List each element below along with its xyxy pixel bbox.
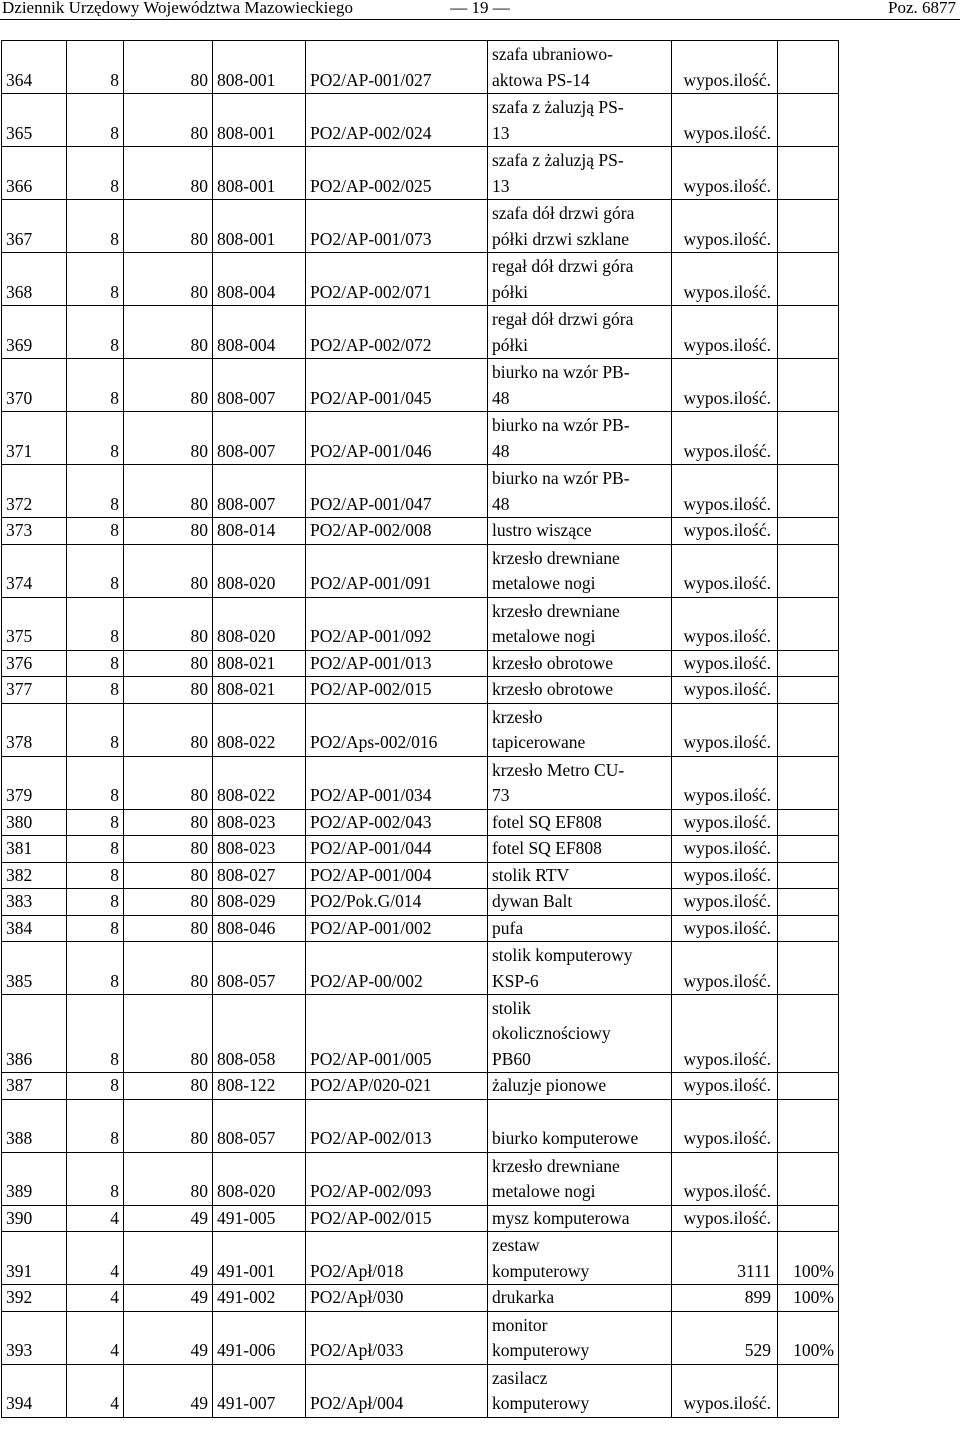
amortization-percent (778, 94, 839, 147)
amortization-percent (778, 253, 839, 306)
table-row (2, 862, 839, 889)
group-code: 8 (67, 889, 124, 916)
amortization-percent (778, 677, 839, 704)
group-code: 8 (67, 862, 124, 889)
kst-code: 808-004 (213, 253, 306, 306)
inventory-number: PO2/AP-001/044 (306, 836, 488, 863)
amortization-percent (778, 544, 839, 597)
value-cell: wypos.ilość. (672, 650, 778, 677)
table-row (2, 1285, 839, 1312)
table-row (2, 650, 839, 677)
item-name: szafa dół drzwi góra półki drzwi szklane (488, 200, 672, 253)
inventory-number: PO2/AP-001/004 (306, 862, 488, 889)
amortization-percent (778, 650, 839, 677)
row-number: 371 (2, 412, 67, 465)
inventory-number: PO2/AP-001/046 (306, 412, 488, 465)
subgroup-code: 80 (124, 1152, 213, 1205)
table-row (2, 544, 839, 597)
amortization-percent (778, 703, 839, 756)
table-row (2, 809, 839, 836)
group-code: 8 (67, 650, 124, 677)
kst-code: 808-122 (213, 1073, 306, 1100)
inventory-number: PO2/AP-002/025 (306, 147, 488, 200)
amortization-percent (778, 915, 839, 942)
group-code: 8 (67, 756, 124, 809)
inventory-number: PO2/AP-002/071 (306, 253, 488, 306)
amortization-percent (778, 465, 839, 518)
item-name: krzesło drewniane metalowe nogi (488, 597, 672, 650)
item-name: fotel SQ EF808 (488, 809, 672, 836)
inventory-number: PO2/AP-001/027 (306, 41, 488, 94)
amortization-percent (778, 147, 839, 200)
subgroup-code: 80 (124, 809, 213, 836)
subgroup-code: 80 (124, 147, 213, 200)
inventory-number: PO2/Apł/033 (306, 1311, 488, 1364)
row-number: 387 (2, 1073, 67, 1100)
group-code: 8 (67, 703, 124, 756)
kst-code: 808-001 (213, 94, 306, 147)
row-number: 388 (2, 1099, 67, 1152)
inventory-number: PO2/Pok.G/014 (306, 889, 488, 916)
amortization-percent (778, 1152, 839, 1205)
item-name: zasilacz komputerowy (488, 1364, 672, 1417)
inventory-number: PO2/Apł/004 (306, 1364, 488, 1417)
row-number: 384 (2, 915, 67, 942)
row-number: 366 (2, 147, 67, 200)
kst-code: 491-002 (213, 1285, 306, 1312)
item-name: krzesło drewniane metalowe nogi (488, 1152, 672, 1205)
table-row (2, 41, 839, 94)
table-row (2, 1205, 839, 1232)
group-code: 4 (67, 1285, 124, 1312)
item-name: mysz komputerowa (488, 1205, 672, 1232)
inventory-number: PO2/AP-002/043 (306, 809, 488, 836)
group-code: 8 (67, 306, 124, 359)
item-name: regał dół drzwi góra półki (488, 253, 672, 306)
row-number: 385 (2, 942, 67, 995)
amortization-percent (778, 836, 839, 863)
item-name: szafa z żaluzją PS- 13 (488, 94, 672, 147)
kst-code: 808-021 (213, 650, 306, 677)
kst-code: 491-005 (213, 1205, 306, 1232)
item-name: lustro wiszące (488, 518, 672, 545)
inventory-number: PO2/AP-001/047 (306, 465, 488, 518)
row-number: 392 (2, 1285, 67, 1312)
inventory-number: PO2/AP-002/072 (306, 306, 488, 359)
amortization-percent: 100% (778, 1285, 839, 1312)
row-number: 391 (2, 1232, 67, 1285)
inventory-number: PO2/AP-002/013 (306, 1099, 488, 1152)
inventory-number: PO2/AP-001/092 (306, 597, 488, 650)
row-number: 368 (2, 253, 67, 306)
table-row (2, 836, 839, 863)
subgroup-code: 80 (124, 677, 213, 704)
item-name: szafa ubraniowo- aktowa PS-14 (488, 41, 672, 94)
journal-title: Dziennik Urzędowy Województwa Mazowieckiego (2, 0, 353, 17)
inventory-number: PO2/Apł/018 (306, 1232, 488, 1285)
item-name: stolik okolicznościowy PB60 (488, 995, 672, 1073)
item-name: krzesło Metro CU- 73 (488, 756, 672, 809)
value-cell: wypos.ilość. (672, 889, 778, 916)
value-cell: wypos.ilość. (672, 306, 778, 359)
subgroup-code: 49 (124, 1285, 213, 1312)
row-number: 377 (2, 677, 67, 704)
group-code: 8 (67, 1152, 124, 1205)
page-number: — 19 — (450, 0, 510, 17)
row-number: 378 (2, 703, 67, 756)
row-number: 380 (2, 809, 67, 836)
table-row (2, 94, 839, 147)
item-name: szafa z żaluzją PS- 13 (488, 147, 672, 200)
group-code: 4 (67, 1232, 124, 1285)
amortization-percent (778, 41, 839, 94)
item-name: stolik RTV (488, 862, 672, 889)
kst-code: 491-006 (213, 1311, 306, 1364)
inventory-number: PO2/AP-001/013 (306, 650, 488, 677)
value-cell: wypos.ilość. (672, 942, 778, 995)
row-number: 390 (2, 1205, 67, 1232)
inventory-number: PO2/AP-001/045 (306, 359, 488, 412)
kst-code: 808-022 (213, 703, 306, 756)
amortization-percent (778, 809, 839, 836)
value-cell: wypos.ilość. (672, 597, 778, 650)
group-code: 8 (67, 995, 124, 1073)
value-cell: wypos.ilość. (672, 1099, 778, 1152)
kst-code: 808-014 (213, 518, 306, 545)
subgroup-code: 49 (124, 1232, 213, 1285)
value-cell: wypos.ilość. (672, 756, 778, 809)
group-code: 8 (67, 41, 124, 94)
amortization-percent (778, 756, 839, 809)
table-row (2, 412, 839, 465)
subgroup-code: 80 (124, 94, 213, 147)
value-cell: wypos.ilość. (672, 518, 778, 545)
value-cell: wypos.ilość. (672, 677, 778, 704)
table-row (2, 1364, 839, 1417)
table-row (2, 147, 839, 200)
subgroup-code: 80 (124, 862, 213, 889)
item-name: krzesło drewniane metalowe nogi (488, 544, 672, 597)
kst-code: 491-007 (213, 1364, 306, 1417)
row-number: 364 (2, 41, 67, 94)
row-number: 394 (2, 1364, 67, 1417)
row-number: 365 (2, 94, 67, 147)
item-name: drukarka (488, 1285, 672, 1312)
item-name: biurko komputerowe (488, 1099, 672, 1152)
amortization-percent (778, 942, 839, 995)
row-number: 393 (2, 1311, 67, 1364)
inventory-number: PO2/Aps-002/016 (306, 703, 488, 756)
page-header (0, 0, 960, 24)
table-row (2, 518, 839, 545)
item-name: monitor komputerowy (488, 1311, 672, 1364)
group-code: 8 (67, 809, 124, 836)
row-number: 374 (2, 544, 67, 597)
table-row (2, 1152, 839, 1205)
value-cell: 899 (672, 1285, 778, 1312)
kst-code: 808-020 (213, 597, 306, 650)
item-name: pufa (488, 915, 672, 942)
value-cell: wypos.ilość. (672, 412, 778, 465)
kst-code: 808-046 (213, 915, 306, 942)
group-code: 4 (67, 1364, 124, 1417)
group-code: 8 (67, 915, 124, 942)
table-row (2, 253, 839, 306)
subgroup-code: 49 (124, 1205, 213, 1232)
table-row (2, 942, 839, 995)
value-cell: wypos.ilość. (672, 200, 778, 253)
amortization-percent (778, 359, 839, 412)
row-number: 389 (2, 1152, 67, 1205)
amortization-percent (778, 1099, 839, 1152)
value-cell: wypos.ilość. (672, 915, 778, 942)
table-row (2, 1232, 839, 1285)
inventory-table (1, 40, 839, 1418)
value-cell: wypos.ilość. (672, 1205, 778, 1232)
table-row (2, 1073, 839, 1100)
inventory-number: PO2/AP-001/005 (306, 995, 488, 1073)
value-cell: wypos.ilość. (672, 253, 778, 306)
group-code: 8 (67, 412, 124, 465)
value-cell: wypos.ilość. (672, 703, 778, 756)
row-number: 369 (2, 306, 67, 359)
value-cell: wypos.ilość. (672, 809, 778, 836)
kst-code: 808-027 (213, 862, 306, 889)
kst-code: 808-057 (213, 942, 306, 995)
row-number: 386 (2, 995, 67, 1073)
table-row (2, 703, 839, 756)
amortization-percent (778, 1364, 839, 1417)
row-number: 381 (2, 836, 67, 863)
group-code: 8 (67, 836, 124, 863)
row-number: 367 (2, 200, 67, 253)
inventory-number: PO2/AP-002/015 (306, 677, 488, 704)
item-name: krzesło obrotowe (488, 677, 672, 704)
amortization-percent: 100% (778, 1311, 839, 1364)
kst-code: 808-020 (213, 544, 306, 597)
value-cell: wypos.ilość. (672, 544, 778, 597)
amortization-percent (778, 889, 839, 916)
kst-code: 808-022 (213, 756, 306, 809)
inventory-number: PO2/AP/020-021 (306, 1073, 488, 1100)
row-number: 383 (2, 889, 67, 916)
inventory-number: PO2/AP-002/024 (306, 94, 488, 147)
subgroup-code: 80 (124, 703, 213, 756)
header-rule (0, 19, 960, 20)
item-name: biurko na wzór PB- 48 (488, 359, 672, 412)
value-cell: wypos.ilość. (672, 1364, 778, 1417)
group-code: 4 (67, 1205, 124, 1232)
table-row (2, 597, 839, 650)
group-code: 8 (67, 942, 124, 995)
subgroup-code: 80 (124, 836, 213, 863)
value-cell: 529 (672, 1311, 778, 1364)
group-code: 8 (67, 94, 124, 147)
inventory-number: PO2/Apł/030 (306, 1285, 488, 1312)
subgroup-code: 80 (124, 412, 213, 465)
amortization-percent (778, 518, 839, 545)
kst-code: 808-007 (213, 412, 306, 465)
position-number: Poz. 6877 (888, 0, 956, 17)
row-number: 375 (2, 597, 67, 650)
subgroup-code: 80 (124, 597, 213, 650)
kst-code: 808-020 (213, 1152, 306, 1205)
item-name: krzesło obrotowe (488, 650, 672, 677)
row-number: 372 (2, 465, 67, 518)
group-code: 4 (67, 1311, 124, 1364)
kst-code: 808-029 (213, 889, 306, 916)
item-name: regał dół drzwi góra półki (488, 306, 672, 359)
amortization-percent (778, 1205, 839, 1232)
item-name: krzesło tapicerowane (488, 703, 672, 756)
group-code: 8 (67, 677, 124, 704)
amortization-percent (778, 597, 839, 650)
inventory-number: PO2/AP-001/091 (306, 544, 488, 597)
value-cell: wypos.ilość. (672, 836, 778, 863)
subgroup-code: 80 (124, 1073, 213, 1100)
group-code: 8 (67, 359, 124, 412)
table-row (2, 756, 839, 809)
subgroup-code: 80 (124, 544, 213, 597)
group-code: 8 (67, 597, 124, 650)
value-cell: wypos.ilość. (672, 862, 778, 889)
subgroup-code: 49 (124, 1311, 213, 1364)
inventory-number: PO2/AP-002/015 (306, 1205, 488, 1232)
inventory-number: PO2/AP-001/034 (306, 756, 488, 809)
table-row (2, 677, 839, 704)
kst-code: 808-001 (213, 200, 306, 253)
inventory-number: PO2/AP-001/002 (306, 915, 488, 942)
value-cell: wypos.ilość. (672, 94, 778, 147)
value-cell: wypos.ilość. (672, 41, 778, 94)
inventory-number: PO2/AP-002/008 (306, 518, 488, 545)
amortization-percent (778, 862, 839, 889)
group-code: 8 (67, 1099, 124, 1152)
item-name: żaluzje pionowe (488, 1073, 672, 1100)
amortization-percent (778, 1073, 839, 1100)
subgroup-code: 49 (124, 1364, 213, 1417)
item-name: biurko na wzór PB- 48 (488, 465, 672, 518)
group-code: 8 (67, 147, 124, 200)
table-row (2, 465, 839, 518)
group-code: 8 (67, 544, 124, 597)
kst-code: 808-007 (213, 359, 306, 412)
value-cell: wypos.ilość. (672, 1152, 778, 1205)
kst-code: 808-007 (213, 465, 306, 518)
row-number: 370 (2, 359, 67, 412)
item-name: dywan Balt (488, 889, 672, 916)
kst-code: 808-057 (213, 1099, 306, 1152)
group-code: 8 (67, 200, 124, 253)
row-number: 382 (2, 862, 67, 889)
amortization-percent (778, 412, 839, 465)
item-name: zestaw komputerowy (488, 1232, 672, 1285)
subgroup-code: 80 (124, 253, 213, 306)
kst-code: 808-021 (213, 677, 306, 704)
item-name: fotel SQ EF808 (488, 836, 672, 863)
kst-code: 808-023 (213, 836, 306, 863)
table-row (2, 200, 839, 253)
subgroup-code: 80 (124, 465, 213, 518)
inventory-number: PO2/AP-002/093 (306, 1152, 488, 1205)
row-number: 379 (2, 756, 67, 809)
amortization-percent (778, 306, 839, 359)
inventory-number: PO2/AP-001/073 (306, 200, 488, 253)
subgroup-code: 80 (124, 41, 213, 94)
group-code: 8 (67, 1073, 124, 1100)
row-number: 376 (2, 650, 67, 677)
item-name: biurko na wzór PB- 48 (488, 412, 672, 465)
row-number: 373 (2, 518, 67, 545)
table-row (2, 359, 839, 412)
value-cell: wypos.ilość. (672, 1073, 778, 1100)
kst-code: 808-001 (213, 147, 306, 200)
table-row (2, 306, 839, 359)
item-name: stolik komputerowy KSP-6 (488, 942, 672, 995)
subgroup-code: 80 (124, 518, 213, 545)
group-code: 8 (67, 518, 124, 545)
subgroup-code: 80 (124, 200, 213, 253)
subgroup-code: 80 (124, 942, 213, 995)
subgroup-code: 80 (124, 915, 213, 942)
kst-code: 808-001 (213, 41, 306, 94)
kst-code: 808-058 (213, 995, 306, 1073)
subgroup-code: 80 (124, 306, 213, 359)
value-cell: wypos.ilość. (672, 359, 778, 412)
value-cell: 3111 (672, 1232, 778, 1285)
value-cell: wypos.ilość. (672, 147, 778, 200)
group-code: 8 (67, 253, 124, 306)
group-code: 8 (67, 465, 124, 518)
subgroup-code: 80 (124, 1099, 213, 1152)
amortization-percent: 100% (778, 1232, 839, 1285)
table-row (2, 995, 839, 1073)
value-cell: wypos.ilość. (672, 995, 778, 1073)
subgroup-code: 80 (124, 756, 213, 809)
kst-code: 808-004 (213, 306, 306, 359)
subgroup-code: 80 (124, 650, 213, 677)
value-cell: wypos.ilość. (672, 465, 778, 518)
amortization-percent (778, 200, 839, 253)
subgroup-code: 80 (124, 995, 213, 1073)
kst-code: 491-001 (213, 1232, 306, 1285)
table-row (2, 1099, 839, 1152)
inventory-number: PO2/AP-00/002 (306, 942, 488, 995)
subgroup-code: 80 (124, 359, 213, 412)
kst-code: 808-023 (213, 809, 306, 836)
amortization-percent (778, 995, 839, 1073)
table-row (2, 889, 839, 916)
subgroup-code: 80 (124, 889, 213, 916)
table-row (2, 1311, 839, 1364)
table-row (2, 915, 839, 942)
